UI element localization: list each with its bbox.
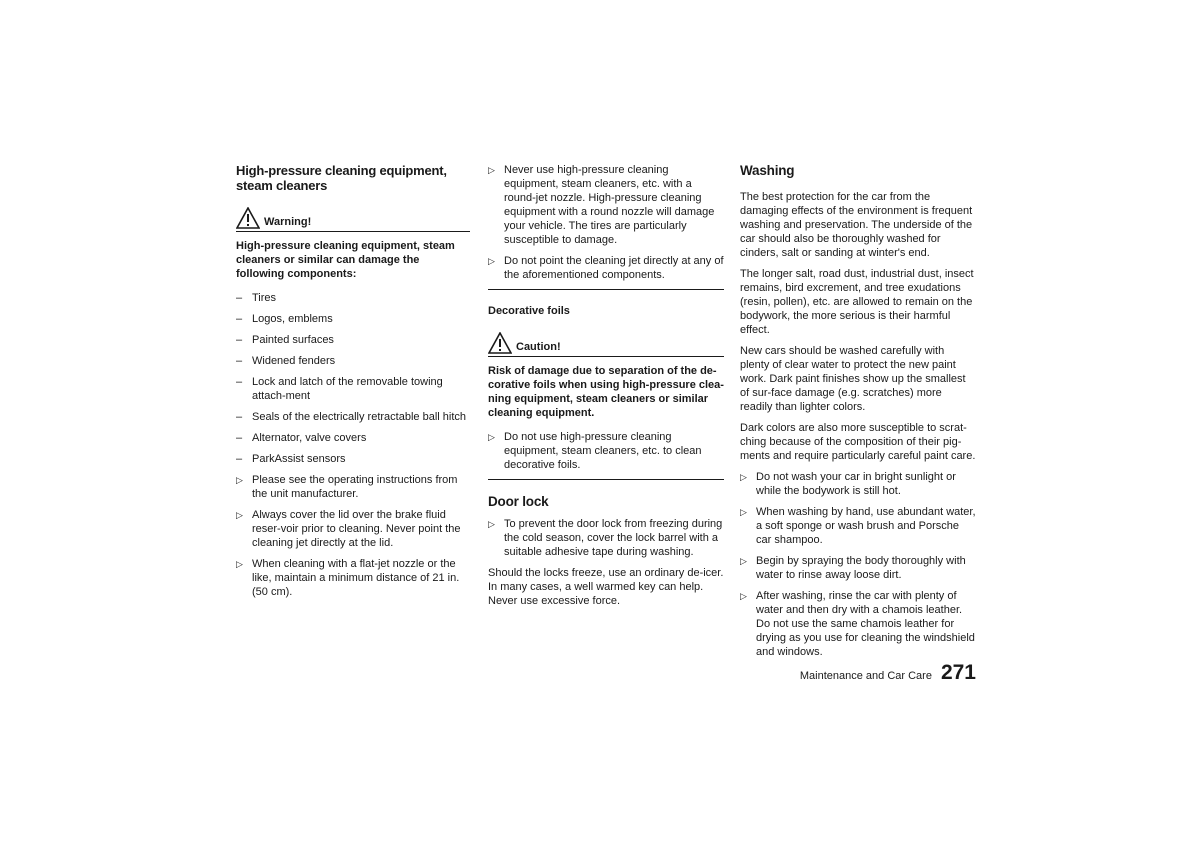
decorative-foils-heading: Decorative foils	[488, 305, 570, 317]
instruction-item: ▷ Please see the operating instructions from the unit manufacturer.	[236, 474, 458, 500]
instruction-item: ▷ To prevent the door lock from freezing during the cold season, cover the lock barrel with a suitable adhesive tape during washing.	[488, 518, 723, 558]
triangle-bullet-icon: ▷	[236, 559, 243, 569]
warning-box	[236, 207, 470, 232]
instruction-item: ▷ When washing by hand, use abundant water, a soft sponge or wash brush and Porsche car shampoo.	[740, 506, 976, 546]
triangle-bullet-icon: ▷	[740, 591, 747, 601]
list-item: – Painted surfaces	[236, 334, 334, 346]
instruction-item: ▷ Do not wash your car in bright sunlight or while the bodywork is still hot.	[740, 471, 956, 497]
triangle-bullet-icon: ▷	[488, 165, 495, 175]
column-1	[236, 163, 470, 606]
triangle-bullet-icon: ▷	[740, 472, 747, 482]
warning-triangle-icon	[236, 207, 260, 229]
list-item: – Logos, emblems	[236, 313, 333, 325]
washing-heading: Washing	[740, 163, 795, 178]
instruction-item: ▷ After washing, rinse the car with plenty of water and then dry with a chamois leather. Do not use the same chamois leather for drying as you use for cleaning the windshield and windows.	[740, 590, 975, 658]
paragraph: New cars should be washed carefully with plenty of clear water to protect the new paint work. Dark paint finishes show up the smallest of sur-face damage (e.g. scratches) more readily than lighter colors.	[740, 345, 966, 413]
instruction-list	[740, 470, 976, 659]
instruction-list	[488, 163, 724, 282]
divider	[488, 289, 724, 290]
caution-text: Risk of damage due to separation of the de-corative foils when using high-pressure clea-ning equipment, steam cleaners or similar cleaning equipment.	[488, 365, 724, 419]
warning-label: Warning!	[264, 216, 312, 228]
instruction-item: ▷ Do not point the cleaning jet directly at any of the aforementioned components.	[488, 255, 724, 281]
instruction-item: ▷ Never use high-pressure cleaning equipment, steam cleaners, etc. with a round-jet nozzle. High-pressure cleaning equipment with a round nozzle will damage your vehicle. The tires are particularly susceptible to damage.	[488, 164, 715, 246]
triangle-bullet-icon: ▷	[740, 507, 747, 517]
instruction-item: ▷ When cleaning with a flat-jet nozzle or the like, maintain a minimum distance of 21 in. (50 cm).	[236, 558, 460, 598]
door-lock-heading: Door lock	[488, 494, 549, 509]
caution-box	[488, 332, 724, 357]
column-3	[740, 163, 976, 666]
warning-text: High-pressure cleaning equipment, steam cleaners or similar can damage the following components:	[236, 240, 455, 280]
instruction-list	[236, 473, 470, 599]
instruction-list	[488, 430, 724, 472]
section-heading-high-pressure: High-pressure cleaning equipment, steam cleaners	[236, 163, 447, 193]
instruction-item: ▷ Do not use high-pressure cleaning equipment, steam cleaners, etc. to clean decorative foils.	[488, 431, 702, 471]
paragraph: The best protection for the car from the damaging effects of the environment is frequent washing and preservation. The underside of the car should also be thoroughly washed for cinders, salt or sanding at winter's end.	[740, 191, 973, 259]
list-item: – Seals of the electrically retractable ball hitch	[236, 411, 466, 423]
column-2	[488, 163, 724, 615]
triangle-bullet-icon: ▷	[236, 475, 243, 485]
divider	[488, 479, 724, 480]
paragraph: The longer salt, road dust, industrial dust, insect remains, bird excrement, and tree exudations (resin, pollen), etc. are allowed to remain on the bodywork, the more serious is their harmful effect.	[740, 268, 974, 336]
list-item: – Alternator, valve covers	[236, 432, 367, 444]
list-item: – Lock and latch of the removable towing attach-ment	[236, 376, 443, 402]
caution-triangle-icon	[488, 332, 512, 354]
triangle-bullet-icon: ▷	[236, 510, 243, 520]
triangle-bullet-icon: ▷	[488, 519, 495, 529]
triangle-bullet-icon: ▷	[488, 256, 495, 266]
list-item: – ParkAssist sensors	[236, 453, 346, 465]
door-lock-paragraph: Should the locks freeze, use an ordinary de-icer. In many cases, a well warmed key can help. Never use excessive force.	[488, 567, 724, 607]
caution-label: Caution!	[516, 341, 561, 353]
page-number: 271	[940, 661, 976, 684]
instruction-item: ▷ Always cover the lid over the brake fluid reser-voir prior to cleaning. Never point the cleaning jet directly at the lid.	[236, 509, 461, 549]
paragraph: Dark colors are also more susceptible to scrat-ching because of the composition of their pig-ments and require particularly careful paint care.	[740, 422, 976, 462]
list-item: – Widened fenders	[236, 355, 336, 367]
components-list	[236, 291, 470, 466]
triangle-bullet-icon: ▷	[740, 556, 747, 566]
triangle-bullet-icon: ▷	[488, 432, 495, 442]
section-name: Maintenance and Car Care	[799, 670, 932, 682]
instruction-item: ▷ Begin by spraying the body thoroughly with water to rinse away loose dirt.	[740, 555, 966, 581]
list-item: – Tires	[236, 292, 277, 304]
page-footer	[790, 661, 976, 685]
instruction-list	[488, 517, 724, 559]
